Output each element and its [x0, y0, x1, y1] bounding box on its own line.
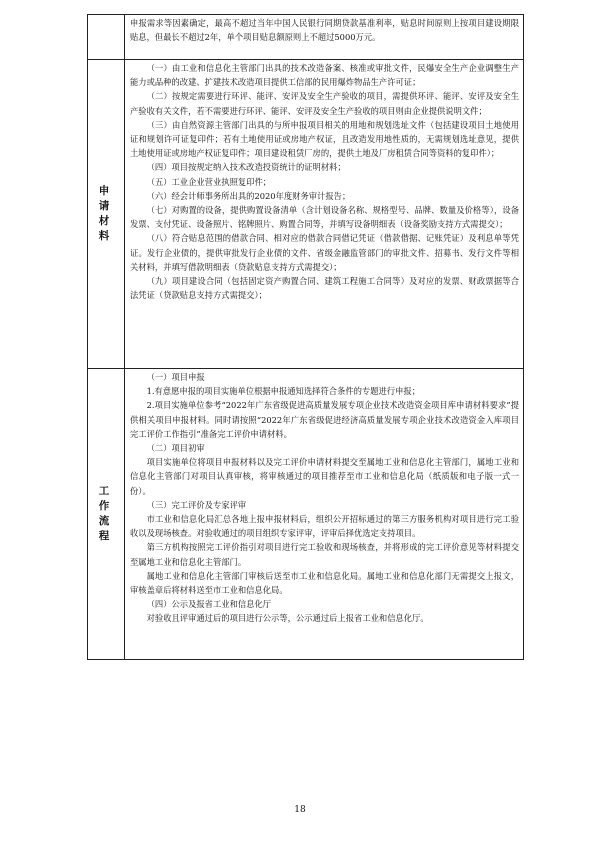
row-label: 工作流程	[98, 485, 114, 542]
paragraph: （五）工业企业营业执照复印件；	[146, 176, 272, 187]
paragraph: （四）项目按规定纳入技术改造投资统计的证明材料；	[146, 162, 346, 173]
paragraph: （九）项目建设合同（包括固定资产购置合同、建筑工程施工合同等）及对应的发票、财政票据等合法凭证（贷款贴息支持方式需提交）；	[130, 276, 519, 301]
paragraph: 对验收且评审通过后的项目进行公示等，公示通过后上报省工业和信息化厅。	[146, 613, 429, 624]
row-content-cell	[125, 15, 524, 60]
paragraph: （一）由工业和信息化主管部门出具的技术改造备案、核准或审批文件，民爆安全生产企业调整生产能力或品种的改建、扩建技术改造项目提供工信部的民用爆炸物品生产许可证；	[130, 63, 519, 88]
table-row-workflow	[88, 369, 524, 660]
paragraph: 2.项目实施单位参考“2022年广东省级促进高质量发展专项企业技术改造资金项目库申请材料要求”提供相关项目申报材料。同时请按照“2022年广东省级促进经济高质量发展专项企业技术改造资金入库项目完工评价工作指引”准备完工评价申请材料。	[130, 400, 519, 439]
paragraph: （二）按规定需要进行环评、能评、安评及安全生产验收的项目，需提供环评、能评、安评及安全生产验收有关文件，若不需要进行环评、能评、安评及安全生产验收的项目则由企业提供说明文件；	[130, 91, 519, 116]
section-heading: （三）完工评价及专家评审	[146, 499, 247, 510]
paragraph: 项目实施单位将项目申报材料以及完工评价申请材料提交至属地工业和信息化主管部门，属地工业和信息化主管部门对项目认真审核，将审核通过的项目推荐至市工业和信息化局（纸质版和电子版一式一份）。	[130, 457, 519, 496]
paragraph: （七）对购置的设备，提供购置设备清单（含计划设备名称、规格型号、品牌、数量及价格等），设备发票、支付凭证、设备照片、铭牌照片、购置合同等，并填写设备明细表（设备奖励支持方式需提交）；	[130, 205, 519, 230]
paragraph: 第三方机构按照完工评价指引对项目进行完工验收和现场核查，并将形成的完工评价意见等材料提交至属地工业和信息化主管部门。	[130, 542, 519, 567]
section-heading: （二）项目初审	[146, 443, 205, 454]
paragraph: 申报需求等因素确定，最高不超过当年中国人民银行同期贷款基准利率，贴息时间原则上按项目建设期限贴息，但最长不超过2年，单个项目贴息额原则上不超过5000万元。	[130, 18, 519, 43]
section-heading: （四）公示及报省工业和信息化厅	[146, 599, 272, 610]
document-table	[87, 14, 524, 660]
row-label-cell	[88, 60, 125, 369]
paragraph: （八）符合贴息范围的借款合同、相对应的借款合同借记凭证（借款借据、记账凭证）及利息单等凭证。发行企业债的，提供审批发行企业债的文件、省级金融监管部门的审批文件、招募书、发行文件等相关材料，并填写借款明细表（贷款贴息支持方式需提交）；	[130, 233, 519, 272]
section-heading: （一）项目申报	[146, 372, 205, 382]
table-row-subsidy-rule	[88, 15, 524, 60]
paragraph: 属地工业和信息化主管部门审核后送至市工业和信息化局。属地工业和信息化部门无需提交上报文，审核盖章后将材料送至市工业和信息化局。	[130, 570, 519, 596]
paragraph: （六）经会计师事务所出具的2020年度财务审计报告；	[146, 190, 351, 201]
paragraph: 市工业和信息化局汇总各地上报申报材料后，组织公开招标通过的第三方服务机构对项目进行完工验收以及现场核查。对验收通过的项目组织专家评审，评审后择优选定支持项目。	[130, 514, 519, 539]
row-content-cell	[125, 369, 524, 660]
table-row-application-materials	[88, 60, 524, 369]
row-content-cell	[125, 60, 524, 369]
row-label: 申请材料	[98, 185, 114, 242]
paragraph: （三）由自然资源主管部门出具的与所申报项目相关的用地和规划选址文件（包括建设项目土地使用证和规划许可证复印件；若有土地使用证或房地产权证，且改造发用地性质的，无需规划选址意见，提供土地使用证或房地产权证复印件；项目建设租赁厂房的，提供土地及厂房租赁合同等资料的复印件）；	[130, 119, 519, 159]
page-number: 18	[294, 805, 306, 815]
row-label-cell	[88, 369, 125, 660]
paragraph: 1.有意愿申报的项目实施单位根据申报通知选择符合条件的专题进行申报；	[146, 386, 421, 397]
row-label-cell	[88, 15, 125, 60]
